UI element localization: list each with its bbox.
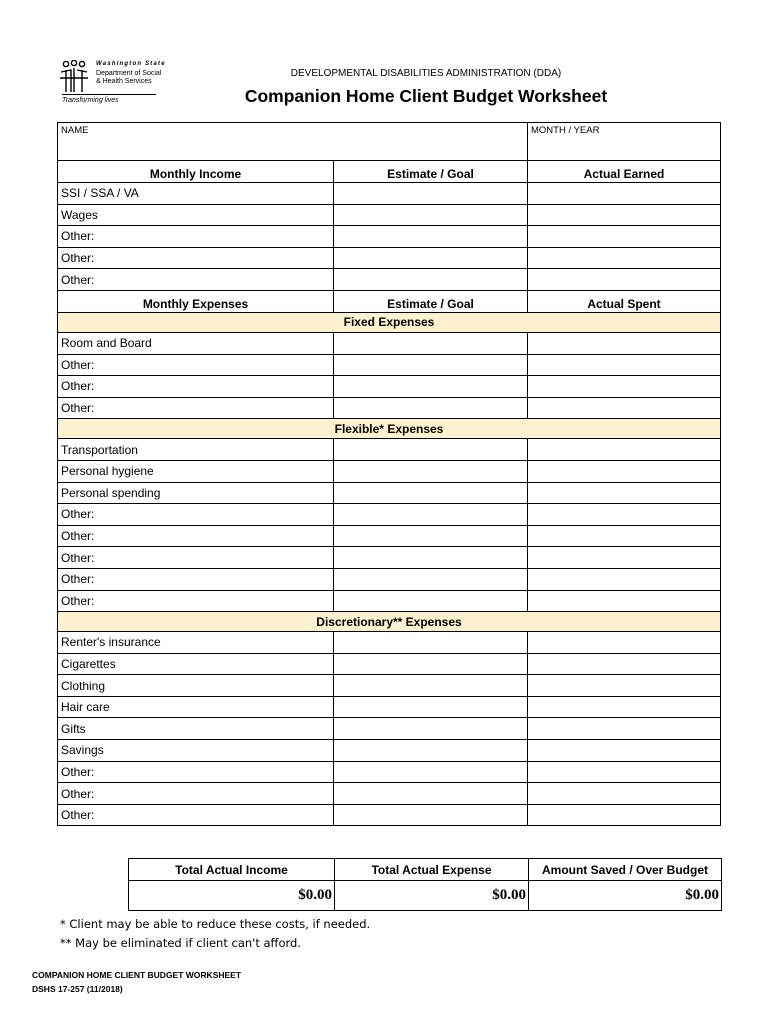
total-income-header: Total Actual Income [129,859,335,881]
expenses-header: Monthly Expenses [58,290,334,312]
actual-cell[interactable] [528,397,721,419]
actual-cell[interactable] [528,183,721,205]
row-label: Other: [58,354,334,376]
table-row [58,632,721,654]
actual-cell[interactable] [528,269,721,291]
actual-cell[interactable] [528,740,721,762]
table-row [58,204,721,226]
discretionary-expenses-label: Discretionary** Expenses [58,612,721,632]
row-label: Other: [58,376,334,398]
flexible-expenses-label: Flexible* Expenses [58,419,721,439]
income-estimate-header: Estimate / Goal [334,161,528,183]
logo-state-text: Washington State [96,61,166,67]
row-label: Other: [58,568,334,590]
table-row [58,332,721,354]
row-label: Personal hygiene [58,460,334,482]
logo-tagline: Transforming lives [62,97,119,104]
estimate-cell[interactable] [334,226,528,248]
table-row [58,525,721,547]
income-header: Monthly Income [58,161,334,183]
agency-heading: DEVELOPMENTAL DISABILITIES ADMINISTRATION (DDA) [290,68,562,79]
estimate-cell[interactable] [334,204,528,226]
table-row [58,568,721,590]
actual-cell[interactable] [528,804,721,826]
logo-dept-line2: & Health Services [96,78,152,85]
estimate-cell[interactable] [334,183,528,205]
table-row [58,269,721,291]
actual-cell[interactable] [528,460,721,482]
actual-cell[interactable] [528,482,721,504]
estimate-cell[interactable] [334,632,528,654]
row-label: Transportation [58,439,334,461]
actual-cell[interactable] [528,696,721,718]
income-rows [58,183,721,291]
table-row [58,460,721,482]
estimate-cell[interactable] [334,547,528,569]
name-field[interactable] [58,123,528,161]
row-label: SSI / SSA / VA [58,183,334,205]
estimate-cell[interactable] [334,718,528,740]
actual-cell[interactable] [528,332,721,354]
table-row [58,504,721,526]
actual-cell[interactable] [528,653,721,675]
estimate-cell[interactable] [334,653,528,675]
form-footer [32,968,241,996]
estimate-cell[interactable] [334,354,528,376]
fixed-expenses-label: Fixed Expenses [58,312,721,332]
row-label: Renter's insurance [58,632,334,654]
table-row [58,718,721,740]
footer-form-number: DSHS 17-257 (11/2018) [32,984,123,994]
row-label: Other: [58,397,334,419]
row-label: Hair care [58,696,334,718]
footer-form-name: COMPANION HOME CLIENT BUDGET WORKSHEET [32,970,242,980]
row-label: Other: [58,226,334,248]
actual-cell[interactable] [528,226,721,248]
estimate-cell[interactable] [334,332,528,354]
estimate-cell[interactable] [334,740,528,762]
estimate-cell[interactable] [334,376,528,398]
expenses-estimate-header: Estimate / Goal [334,290,528,312]
actual-cell[interactable] [528,590,721,612]
month-year-field[interactable] [528,123,721,161]
row-label: Other: [58,525,334,547]
row-label: Other: [58,804,334,826]
totals-table [128,858,722,911]
table-row [58,740,721,762]
table-row [58,439,721,461]
totals-header-row [129,859,722,881]
row-label: Other: [58,590,334,612]
table-row [58,183,721,205]
table-row [58,547,721,569]
table-row [58,675,721,697]
table-row [58,653,721,675]
actual-cell[interactable] [528,632,721,654]
amount-saved-header: Amount Saved / Over Budget [529,859,722,881]
flexible-rows [58,439,721,612]
row-label: Gifts [58,718,334,740]
total-income-value[interactable]: $0.00 [129,881,335,911]
actual-cell[interactable] [528,376,721,398]
estimate-cell[interactable] [334,590,528,612]
estimate-cell[interactable] [334,397,528,419]
footnote-flexible: * Client may be able to reduce these costs, if needed. [60,917,371,931]
table-row [58,376,721,398]
discretionary-rows [58,632,721,826]
table-row [58,783,721,805]
actual-cell[interactable] [528,204,721,226]
estimate-cell[interactable] [334,269,528,291]
footnotes [60,915,370,953]
estimate-cell[interactable] [334,804,528,826]
estimate-cell[interactable] [334,460,528,482]
table-row [58,397,721,419]
estimate-cell[interactable] [334,247,528,269]
table-row [58,804,721,826]
estimate-cell[interactable] [334,482,528,504]
table-row [58,696,721,718]
row-label: Other: [58,269,334,291]
table-row [58,761,721,783]
total-expense-header: Total Actual Expense [335,859,529,881]
actual-cell[interactable] [528,783,721,805]
row-label: Other: [58,783,334,805]
expenses-actual-header: Actual Spent [528,290,721,312]
row-label: Other: [58,547,334,569]
estimate-cell[interactable] [334,504,528,526]
income-header-row [58,161,721,183]
flexible-expenses-band [58,419,721,439]
actual-cell[interactable] [528,504,721,526]
table-row [58,482,721,504]
fixed-expenses-band [58,312,721,332]
discretionary-expenses-band [58,612,721,632]
actual-cell[interactable] [528,525,721,547]
logo-dept-line1: Department of Social [96,70,162,77]
estimate-cell[interactable] [334,696,528,718]
table-row [58,354,721,376]
fixed-rows [58,332,721,418]
name-label: NAME [61,125,89,136]
row-label: Other: [58,761,334,783]
month-year-label: MONTH / YEAR [531,125,600,136]
totals-value-row [129,881,722,911]
row-label: Other: [58,504,334,526]
actual-cell[interactable] [528,761,721,783]
row-label: Clothing [58,675,334,697]
actual-cell[interactable] [528,568,721,590]
actual-cell[interactable] [528,439,721,461]
page-title: Companion Home Client Budget Worksheet [244,86,608,106]
estimate-cell[interactable] [334,761,528,783]
row-label: Personal spending [58,482,334,504]
actual-cell[interactable] [528,718,721,740]
table-row [58,226,721,248]
row-label: Room and Board [58,332,334,354]
actual-cell[interactable] [528,675,721,697]
actual-cell[interactable] [528,354,721,376]
estimate-cell[interactable] [334,439,528,461]
table-row [58,247,721,269]
expenses-header-row [58,290,721,312]
name-month-row [58,123,721,161]
footnote-discretionary: ** May be eliminated if client can't afford. [60,936,301,950]
estimate-cell[interactable] [334,675,528,697]
estimate-cell[interactable] [334,525,528,547]
row-label: Wages [58,204,334,226]
actual-cell[interactable] [528,547,721,569]
income-actual-header: Actual Earned [528,161,721,183]
table-row [58,590,721,612]
row-label: Other: [58,247,334,269]
row-label: Savings [58,740,334,762]
actual-cell[interactable] [528,247,721,269]
row-label: Cigarettes [58,653,334,675]
estimate-cell[interactable] [334,783,528,805]
total-expense-value[interactable]: $0.00 [335,881,529,911]
estimate-cell[interactable] [334,568,528,590]
amount-saved-value[interactable]: $0.00 [529,881,722,911]
budget-grid [57,122,721,826]
